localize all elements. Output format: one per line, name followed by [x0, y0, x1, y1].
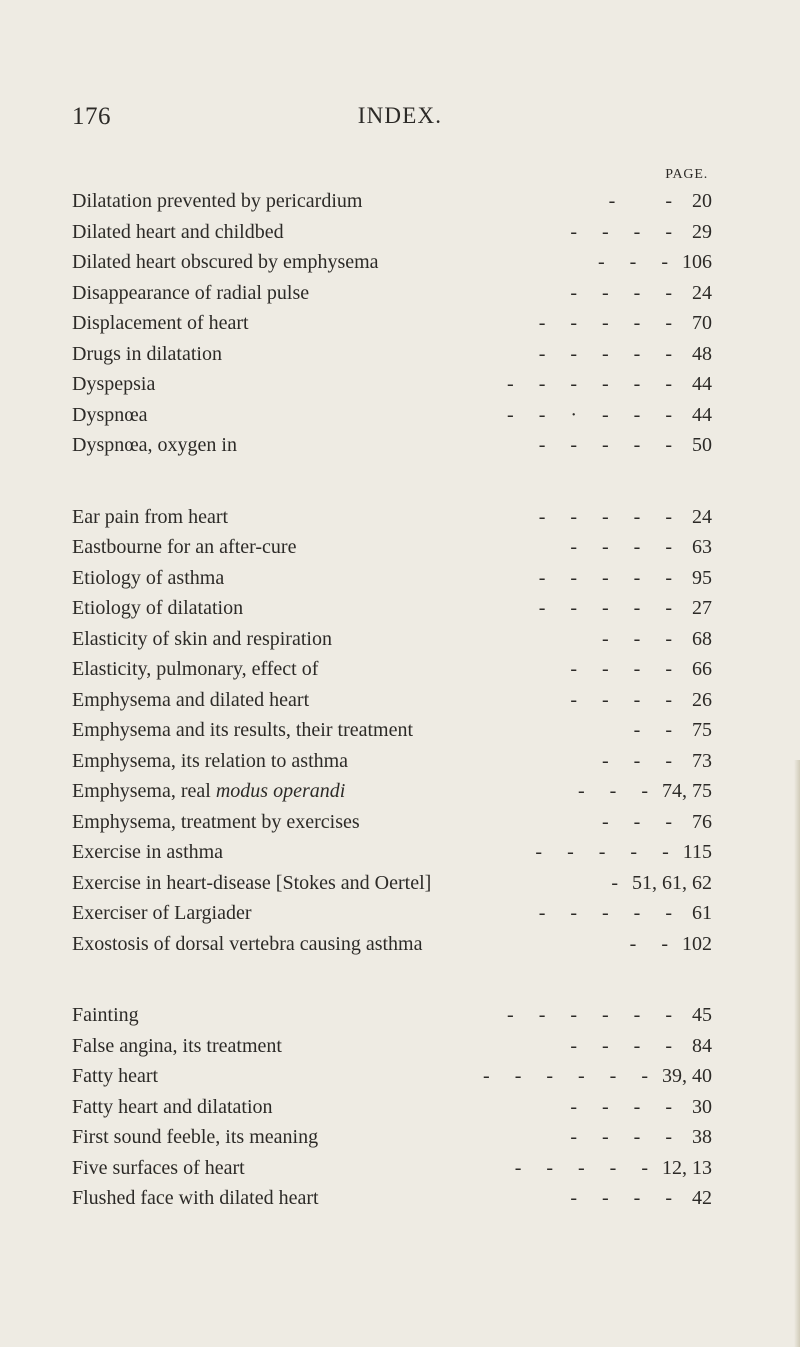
dot-leader: - - - — [602, 810, 672, 833]
entry-term — [72, 308, 249, 339]
dot-leader: - - - — [578, 780, 648, 802]
entry-term — [72, 1153, 245, 1184]
index-entry — [72, 715, 712, 746]
dot-leader: - - - — [602, 627, 672, 650]
index-entry — [72, 1031, 712, 1062]
dot-leader: - - - — [598, 251, 668, 273]
entry-term — [72, 685, 309, 716]
entry-term — [72, 593, 243, 624]
entry-term — [72, 746, 348, 777]
index-entry — [72, 654, 712, 685]
dot-leader: - - - - - — [535, 841, 669, 863]
index-entry — [72, 502, 712, 533]
entry-term — [72, 1122, 318, 1153]
dot-leader: - - - - — [570, 1095, 672, 1118]
entry-term-text: Fainting — [72, 1004, 139, 1026]
index-entry — [72, 1092, 712, 1123]
dot-leader: - - - - — [570, 658, 672, 680]
entry-term-text: False angina, its treatment — [72, 1034, 282, 1057]
page-number: 176 — [72, 103, 111, 130]
index-entry — [72, 685, 712, 716]
entry-term-text: First sound feeble, its meaning — [72, 1126, 319, 1148]
entry-page-numbers: 45 — [692, 1004, 712, 1026]
index-entry — [72, 339, 712, 370]
entry-term — [72, 563, 224, 594]
entry-page-numbers: 75 — [692, 719, 712, 741]
entry-page-numbers: 115 — [682, 841, 712, 863]
dot-leader: - - - - — [570, 1034, 672, 1057]
index-entry — [72, 807, 712, 838]
entry-term-text: Etiology of asthma — [72, 566, 225, 589]
index-entry — [72, 898, 712, 929]
entry-term-text: Exercise in asthma — [72, 841, 224, 863]
entry-term-text: Emphysema, treatment by exercises — [72, 810, 360, 833]
entry-page-numbers: 26 — [692, 688, 712, 711]
dot-leader: - - - - - — [538, 505, 672, 528]
dot-leader: - - — [633, 719, 672, 741]
page-column-label: PAGE. — [665, 167, 708, 182]
dot-leader: - - - - — [570, 536, 672, 558]
entry-page-numbers: 73 — [692, 749, 712, 772]
entry-term — [72, 502, 228, 533]
entry-term — [72, 369, 155, 400]
dot-leader: - — [611, 871, 618, 894]
dot-leader: - - — [608, 190, 672, 212]
entry-term — [72, 278, 309, 309]
dot-leader: - - - - — [570, 688, 672, 711]
entry-page-numbers: 24 — [692, 281, 712, 304]
entry-term-text: Fatty heart and dilatation — [72, 1095, 273, 1118]
entry-term-text: Emphysema, real — [72, 780, 216, 802]
index-group — [72, 1000, 712, 1214]
dot-leader: - - - - - - — [483, 1065, 648, 1087]
index-entry — [72, 1153, 712, 1184]
entry-term — [72, 217, 284, 248]
index-entry — [72, 400, 712, 431]
entry-term-text: Dyspnœa — [72, 403, 148, 426]
entry-term-text: Emphysema and its results, their treatment — [72, 719, 414, 741]
entry-term — [72, 247, 379, 278]
entry-term-text: Flushed face with dilated heart — [72, 1187, 319, 1209]
entry-term — [72, 624, 332, 655]
entry-term — [72, 776, 345, 807]
dot-leader: - - - - — [570, 220, 672, 243]
entry-page-numbers: 27 — [692, 597, 712, 619]
index-entry — [72, 929, 712, 960]
index-entry — [72, 746, 712, 777]
entry-term-text: Displacement of heart — [72, 312, 249, 334]
entry-term-text: Dyspnœa, oxygen in — [72, 434, 237, 456]
entry-page-numbers: 106 — [682, 251, 712, 273]
entry-term — [72, 898, 252, 929]
entry-page-numbers: 48 — [692, 342, 712, 365]
entry-term-italic: modus operandi — [215, 780, 346, 802]
dot-leader: - - - - — [570, 1187, 672, 1209]
entry-page-numbers: 66 — [692, 658, 712, 680]
entry-page-numbers: 74, 75 — [662, 780, 712, 802]
entry-page-numbers: 39, 40 — [662, 1065, 712, 1087]
index-entry — [72, 1000, 712, 1031]
entry-term — [72, 654, 318, 685]
index-group — [72, 186, 712, 461]
entry-page-numbers: 38 — [692, 1126, 712, 1148]
index-entry — [72, 624, 712, 655]
dot-leader: - - - - - — [514, 1156, 648, 1179]
entry-term — [72, 1061, 158, 1092]
entry-page-numbers: 63 — [692, 536, 712, 558]
index-entry — [72, 593, 712, 624]
entry-term-text: Fatty heart — [72, 1065, 159, 1087]
entry-term-text: Dilatation prevented by pericardium — [72, 190, 363, 212]
dot-leader: - - - - - — [538, 902, 672, 924]
entry-page-numbers: 95 — [692, 566, 712, 589]
entry-term — [72, 1031, 282, 1062]
entry-term — [72, 1092, 273, 1123]
entry-term-text: Elasticity of skin and respiration — [72, 627, 332, 650]
dot-leader: - - - - - — [538, 597, 672, 619]
index-entry — [72, 868, 712, 899]
entry-page-numbers: 102 — [682, 932, 712, 955]
index-entry — [72, 532, 712, 563]
entry-term — [72, 186, 362, 217]
entry-term — [72, 400, 148, 431]
entry-term — [72, 532, 296, 563]
index-entry — [72, 776, 712, 807]
dot-leader: - - - - — [570, 1126, 672, 1148]
index-entry — [72, 308, 712, 339]
index-entry — [72, 369, 712, 400]
running-head: INDEX. — [357, 103, 443, 128]
entry-term — [72, 1000, 139, 1031]
page-header — [0, 103, 800, 137]
entry-term-text: Drugs in dilatation — [72, 342, 222, 365]
index-list — [72, 186, 712, 1214]
index-entry — [72, 247, 712, 278]
dot-leader: - - - - - - — [507, 373, 672, 395]
entry-term-text: Exerciser of Largiader — [72, 902, 252, 924]
entry-term-text: Emphysema, its relation to asthma — [72, 749, 349, 772]
dot-leader: - - - - - — [538, 342, 672, 365]
entry-term — [72, 929, 422, 960]
dot-leader: - - - - - — [538, 312, 672, 334]
index-entry — [72, 217, 712, 248]
entry-term-text: Elasticity, pulmonary, effect of — [72, 658, 319, 680]
entry-term-text: Ear pain from heart — [72, 505, 229, 528]
index-entry — [72, 563, 712, 594]
entry-term-text: Dilated heart and childbed — [72, 220, 284, 243]
entry-term — [72, 430, 237, 461]
dot-leader: - - - - - - — [507, 1004, 672, 1026]
entry-page-numbers: 61 — [692, 902, 712, 924]
index-entry — [72, 1122, 712, 1153]
index-entry — [72, 186, 712, 217]
entry-term-text: Dyspepsia — [72, 373, 156, 395]
entry-term — [72, 807, 360, 838]
entry-page-numbers: 20 — [692, 190, 712, 212]
index-entry — [72, 278, 712, 309]
index-entry — [72, 837, 712, 868]
entry-term — [72, 1183, 319, 1214]
entry-page-numbers: 68 — [692, 627, 712, 650]
entry-page-numbers: 29 — [692, 220, 712, 243]
entry-term-text: Exostosis of dorsal vertebra causing asthma — [72, 932, 423, 955]
scan-edge-shading — [794, 760, 800, 1347]
entry-term-text: Exercise in heart-disease [Stokes and Oertel] — [72, 871, 432, 894]
entry-term-text: Dilated heart obscured by emphysema — [72, 251, 379, 273]
index-group — [72, 502, 712, 960]
entry-term — [72, 715, 413, 746]
entry-term-text: Five surfaces of heart — [72, 1156, 245, 1179]
entry-page-numbers: 12, 13 — [662, 1156, 712, 1179]
index-entry — [72, 1061, 712, 1092]
entry-page-numbers: 70 — [692, 312, 712, 334]
entry-term-text: Disappearance of radial pulse — [72, 281, 310, 304]
entry-page-numbers: 44 — [692, 403, 712, 426]
entry-page-numbers: 76 — [692, 810, 712, 833]
entry-term — [72, 837, 223, 868]
entry-term — [72, 868, 431, 899]
entry-page-numbers: 51, 61, 62 — [632, 871, 712, 894]
index-entry — [72, 1183, 712, 1214]
entry-page-numbers: 30 — [692, 1095, 712, 1118]
entry-page-numbers: 42 — [692, 1187, 712, 1209]
index-entry — [72, 430, 712, 461]
dot-leader: - - — [629, 932, 668, 955]
entry-term-text: Etiology of dilatation — [72, 597, 244, 619]
entry-page-numbers: 50 — [692, 434, 712, 456]
dot-leader: - - - — [602, 749, 672, 772]
dot-leader: - - - - — [570, 281, 672, 304]
dot-leader: - - - - - — [538, 566, 672, 589]
dot-leader: - - - - - — [538, 434, 672, 456]
entry-page-numbers: 44 — [692, 373, 712, 395]
entry-term-text: Eastbourne for an after-cure — [72, 536, 297, 558]
entry-term — [72, 339, 222, 370]
dot-leader: - - · - - - — [507, 403, 672, 426]
entry-page-numbers: 84 — [692, 1034, 712, 1057]
entry-page-numbers: 24 — [692, 505, 712, 528]
entry-term-text: Emphysema and dilated heart — [72, 688, 310, 711]
